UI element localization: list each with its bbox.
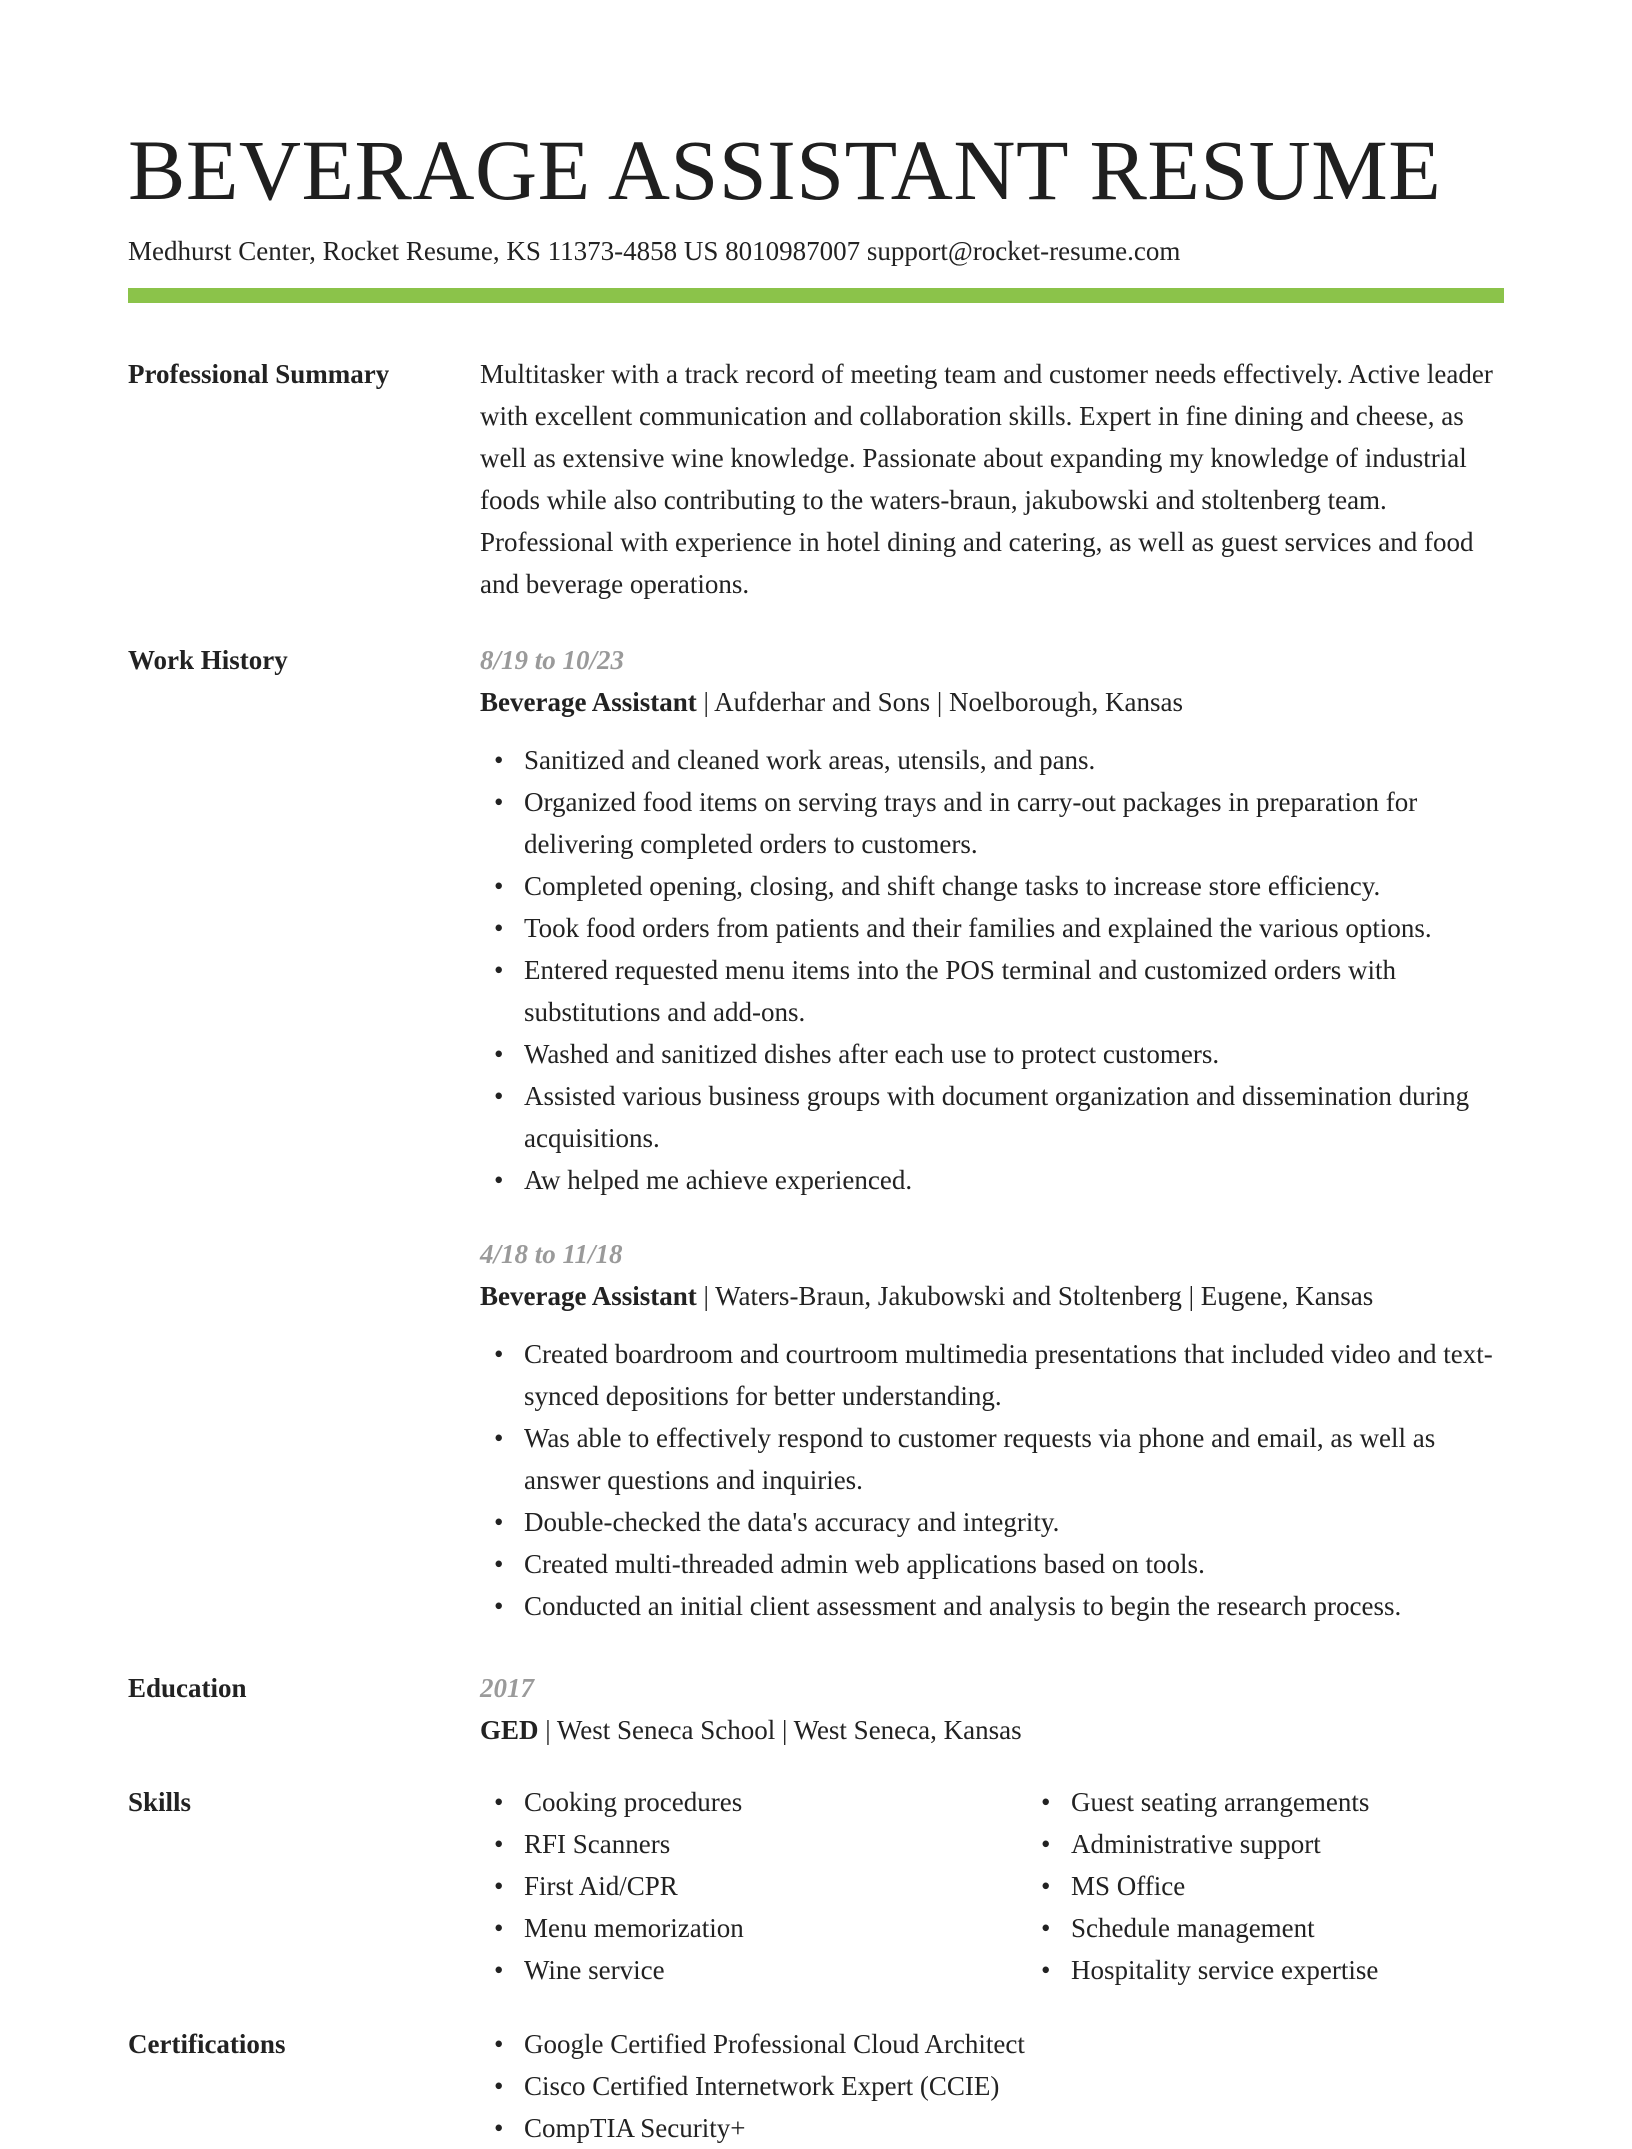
list-item: • Google Certified Professional Cloud Architect xyxy=(524,2023,1504,2065)
list-item: • Double-checked the data's accuracy and integrity. xyxy=(524,1501,1504,1543)
job-bullets xyxy=(480,1333,1504,1627)
list-item: • MS Office xyxy=(1071,1865,1574,1907)
list-item: • Wine service xyxy=(524,1949,1027,1991)
list-item: • RFI Scanners xyxy=(524,1823,1027,1865)
list-item: • Schedule management xyxy=(1071,1907,1574,1949)
section-heading: Work History xyxy=(128,645,288,675)
contact-line: Medhurst Center, Rocket Resume, KS 11373-4858 US 8010987007 support@rocket-resume.com xyxy=(128,236,1181,266)
skills-list-left xyxy=(480,1781,1027,1991)
list-item: • Completed opening, closing, and shift change tasks to increase store efficiency. xyxy=(524,865,1504,907)
education-section xyxy=(128,1667,1504,1751)
list-item: • Conducted an initial client assessment and analysis to begin the research process. xyxy=(524,1585,1504,1627)
list-item: • Entered requested menu items into the POS terminal and customized orders with substitutions and add-ons. xyxy=(524,949,1504,1033)
job-employer: | Aufderhar and Sons | Noelborough, Kansas xyxy=(696,687,1183,717)
summary-text: Multitasker with a track record of meeting team and customer needs effectively. Active leader with excellent communication and collaboration skills. Expert in fine dining and cheese, as well as extensive wine knowledge. Passionate about expanding my knowledge of industrial foods while also contributing to the waters-braun, jakubowski and stoltenberg team. Professional with experience in hotel dining and catering, as well as guest services and food and beverage operations. xyxy=(480,359,1493,599)
list-item: • CompTIA Security+ xyxy=(524,2107,1504,2149)
list-item: • Sanitized and cleaned work areas, utensils, and pans. xyxy=(524,739,1504,781)
list-item: • Assisted various business groups with document organization and dissemination during acquisitions. xyxy=(524,1075,1504,1159)
section-heading: Certifications xyxy=(128,2029,286,2059)
list-item: • Took food orders from patients and their families and explained the various options. xyxy=(524,907,1504,949)
list-item: • Menu memorization xyxy=(524,1907,1027,1949)
skills-columns xyxy=(480,1781,1574,1991)
job-title-line xyxy=(480,1275,1504,1317)
job-entry xyxy=(480,639,1504,1201)
section-heading: Education xyxy=(128,1673,247,1703)
skills-list-right xyxy=(1027,1781,1574,1991)
education-school: | West Seneca School | West Seneca, Kansas xyxy=(538,1715,1022,1745)
list-item: • Organized food items on serving trays and in carry-out packages in preparation for delivering completed orders to customers. xyxy=(524,781,1504,865)
list-item: • Aw helped me achieve experienced. xyxy=(524,1159,1504,1201)
job-role: Beverage Assistant xyxy=(480,1281,697,1311)
list-item: • Hospitality service expertise xyxy=(1071,1949,1574,1991)
education-line xyxy=(480,1709,1504,1751)
work-history-section xyxy=(128,639,1504,1627)
job-employer: | Waters-Braun, Jakubowski and Stoltenberg | Eugene, Kansas xyxy=(696,1281,1374,1311)
section-heading: Skills xyxy=(128,1787,192,1817)
certifications-section xyxy=(128,2023,1504,2149)
job-entry xyxy=(480,1233,1504,1627)
summary-section xyxy=(128,353,1504,605)
job-dates: 4/18 to 11/18 xyxy=(480,1239,623,1269)
list-item: • Cisco Certified Internetwork Expert (CCIE) xyxy=(524,2065,1504,2107)
accent-divider xyxy=(128,288,1504,303)
skills-section xyxy=(128,1781,1504,1991)
resume-title: BEVERAGE ASSISTANT RESUME xyxy=(128,122,1442,218)
job-bullets xyxy=(480,739,1504,1201)
certifications-list xyxy=(480,2023,1504,2149)
list-item: • Guest seating arrangements xyxy=(1071,1781,1574,1823)
list-item: • First Aid/CPR xyxy=(524,1865,1027,1907)
list-item: • Administrative support xyxy=(1071,1823,1574,1865)
list-item: • Was able to effectively respond to customer requests via phone and email, as well as answer questions and inquiries. xyxy=(524,1417,1504,1501)
job-title-line xyxy=(480,681,1504,723)
list-item: • Washed and sanitized dishes after each use to protect customers. xyxy=(524,1033,1504,1075)
job-dates: 8/19 to 10/23 xyxy=(480,645,625,675)
education-degree: GED xyxy=(480,1715,539,1745)
education-year: 2017 xyxy=(480,1673,534,1703)
list-item: • Created multi-threaded admin web applications based on tools. xyxy=(524,1543,1504,1585)
job-role: Beverage Assistant xyxy=(480,687,697,717)
section-heading: Professional Summary xyxy=(128,359,390,389)
list-item: • Created boardroom and courtroom multimedia presentations that included video and text-synced depositions for better understanding. xyxy=(524,1333,1504,1417)
resume-page xyxy=(128,118,1504,2149)
list-item: • Cooking procedures xyxy=(524,1781,1027,1823)
